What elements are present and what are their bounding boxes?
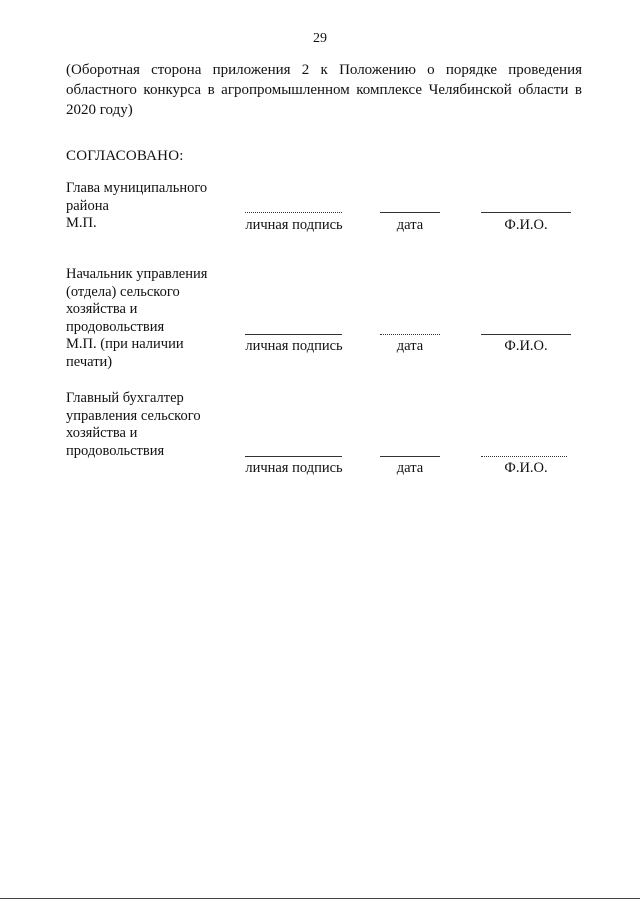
signature-caption: личная подпись bbox=[245, 460, 343, 476]
name-caption: Ф.И.О. bbox=[504, 217, 548, 233]
date-caption: дата bbox=[396, 217, 424, 233]
name-caption: Ф.И.О. bbox=[504, 460, 548, 476]
date-line bbox=[380, 456, 440, 457]
signature-line bbox=[245, 456, 342, 457]
name-line bbox=[481, 212, 571, 213]
signature-caption: личная подпись bbox=[245, 338, 343, 354]
signature-line bbox=[245, 334, 342, 335]
signature-line bbox=[245, 212, 342, 213]
date-line bbox=[380, 212, 440, 213]
name-line bbox=[481, 334, 571, 335]
name-line bbox=[481, 456, 567, 457]
date-line bbox=[380, 334, 440, 335]
signatory-title-head-of-district: Глава муниципального района М.П. bbox=[66, 180, 208, 231]
appendix-note: (Оборотная сторона приложения 2 к Положению о порядке проведения областного конкурса в агропромышленном комплексе Челябинской области в 2020 году) bbox=[66, 62, 582, 118]
page-number: 29 bbox=[313, 31, 327, 46]
date-caption: дата bbox=[396, 460, 424, 476]
signature-caption: личная подпись bbox=[245, 217, 343, 233]
signatory-title-head-of-agriculture-dept: Начальник управления (отдела) сельского хозяйства и продовольствия М.П. (при наличии печати) bbox=[66, 266, 208, 370]
date-caption: дата bbox=[396, 338, 424, 354]
approval-heading: СОГЛАСОВАНО: bbox=[66, 148, 184, 164]
name-caption: Ф.И.О. bbox=[504, 338, 548, 354]
page-bottom-rule bbox=[0, 898, 640, 899]
signatory-title-chief-accountant: Главный бухгалтер управления сельского хозяйства и продовольствия bbox=[66, 390, 201, 459]
